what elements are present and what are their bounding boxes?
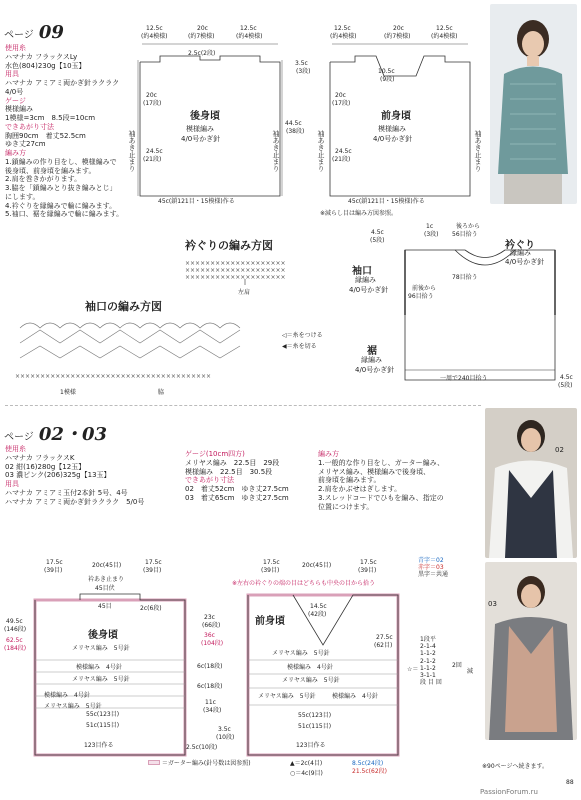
finish-d7: 4.5c bbox=[560, 374, 573, 381]
mat-head-size: できあがり寸法 bbox=[5, 122, 54, 131]
f09-top1b: (約4模様) bbox=[330, 33, 357, 40]
b23-title: 後身頃 bbox=[88, 630, 118, 641]
photo-02-label: 02 bbox=[555, 446, 564, 454]
mid-bb: (104段) bbox=[201, 640, 224, 647]
dec-row: 段 目 回 bbox=[420, 679, 442, 687]
b23-left2b: (184段) bbox=[4, 645, 27, 652]
finish-hem: 裾 bbox=[367, 346, 377, 357]
dec-mark: 減 bbox=[467, 668, 474, 675]
f23-title: 前身頃 bbox=[255, 616, 285, 627]
mat-line: 3.脇を「鎖編みとり抜き編みとじ」 bbox=[5, 184, 117, 192]
color-key bbox=[418, 557, 448, 579]
mid-c: 6c(18段) bbox=[197, 663, 223, 670]
f23-row2: 模様編み 4号針 bbox=[287, 664, 333, 671]
legend-circ: ○＝4c(9目) bbox=[290, 770, 323, 777]
b09-hook: 4/0号かぎ針 bbox=[181, 135, 221, 143]
f09-top3b: (約4模様) bbox=[431, 33, 458, 40]
b09-right-len2: (38段) bbox=[286, 128, 305, 135]
mid-d: 6c(18段) bbox=[197, 683, 223, 690]
gauge-cell: 22.5目 bbox=[220, 467, 243, 476]
legend-attach-text: ＝糸をつける bbox=[286, 332, 323, 339]
finish-d2: 後ろから bbox=[456, 223, 481, 230]
f09-top2: 20c bbox=[393, 25, 404, 32]
finish-d7b: (5段) bbox=[558, 382, 573, 389]
mat-line: ゆき丈27cm bbox=[5, 140, 46, 149]
gauge-cell: メリヤス編み bbox=[185, 458, 227, 467]
f09-top2b: (約7模様) bbox=[384, 33, 411, 40]
mat-line: 03 濃ピンク(206)325g【13玉】 bbox=[5, 471, 111, 480]
svg-text:××××××××××××××××××××××××××××××: ××××××××××××××××××××××××××××××××××××××× bbox=[15, 373, 212, 380]
f09-left-b2: (21段) bbox=[332, 156, 351, 163]
mat-line: 胸囲90cm 着丈52.5cm bbox=[5, 131, 86, 140]
b23-d1: 17.5c bbox=[46, 559, 63, 566]
mid-fb: (10段) bbox=[216, 734, 235, 741]
b23-2c: 2c(6段) bbox=[140, 605, 162, 612]
method-line: 2.肩をかぶせはぎします。 bbox=[318, 485, 402, 493]
neck-diag-label: 左肩 bbox=[238, 289, 251, 296]
f23-r55: 55c(123目) bbox=[298, 712, 332, 719]
size-cell: 02 bbox=[185, 485, 194, 493]
mat-line: 4/0号 bbox=[5, 87, 24, 96]
b23-45: 45目 bbox=[98, 603, 112, 610]
color-key-02: 青字＝02 bbox=[418, 557, 444, 564]
gauge-sizes-0203 bbox=[185, 450, 289, 503]
svg-text:××××××××××××××××××××: ×××××××××××××××××××× bbox=[185, 260, 286, 267]
b23-row3: メリヤス編み 5号針 bbox=[72, 676, 130, 683]
page-number-09: 09 bbox=[38, 22, 64, 43]
mat-head-tools: 用具 bbox=[5, 70, 19, 79]
f09-note: ※減らし目は編み方図参照。 bbox=[320, 210, 398, 217]
b23-r51: 51c(115目) bbox=[86, 722, 120, 729]
f09-left-b: 24.5c bbox=[335, 148, 352, 155]
f09-title: 前身頃 bbox=[381, 111, 411, 122]
neck-stitch-chart bbox=[185, 257, 295, 287]
mat-line: ハマナカ アミアミ玉付2本針 5号、4号 bbox=[5, 488, 128, 497]
method-line: 3.スレッドコードでひもを編み、指定の bbox=[318, 493, 444, 502]
b09-sleeve-note-left: 袖あき止まり bbox=[128, 130, 136, 172]
finish-d6: 一周で240目拾う bbox=[440, 375, 488, 382]
page-number-0203: 02・03 bbox=[38, 424, 108, 445]
mid-ab: (66段) bbox=[202, 622, 221, 629]
legend-garter-text: ＝ガーター編み(針号数は図参照) bbox=[161, 760, 251, 767]
f23-d1b: (39目) bbox=[261, 567, 280, 574]
f23-row3: メリヤス編み 5号針 bbox=[282, 677, 340, 684]
neck-diagram-title: 衿ぐりの編み方図 bbox=[185, 239, 273, 252]
b09-bottom: 45c(鎖121目・15模様)作る bbox=[158, 198, 235, 205]
finish-collar: 衿ぐり bbox=[505, 240, 535, 251]
f09-bottom: 45c(鎖121目・15模様)作る bbox=[348, 198, 425, 205]
m23-head-tools: 用具 bbox=[5, 480, 19, 488]
mat-line: 模様編み bbox=[5, 105, 33, 114]
mat-line: 2.肩を巻きかがります。 bbox=[5, 175, 82, 184]
b09-sleeve-note-right: 袖あき止まり bbox=[272, 130, 280, 172]
ref-note: ※90ページへ続きます。 bbox=[482, 763, 549, 770]
svg-text:××××××××××××××××××××: ×××××××××××××××××××× bbox=[185, 267, 286, 274]
b23-r55: 55c(123目) bbox=[86, 711, 120, 718]
b23-row5: メリヤス編み 5号針 bbox=[44, 703, 102, 710]
mat-line: 4.衿ぐりを縁編みで輪に編みます。 bbox=[5, 201, 117, 210]
b09-top2b: (約7模様) bbox=[188, 33, 215, 40]
f09-left-a: 20c bbox=[335, 92, 346, 99]
finish-cuff-h: 4/0号かぎ針 bbox=[349, 286, 389, 294]
b23-d3b: (39目) bbox=[143, 567, 162, 574]
b23-row4: 模様編み 4号針 bbox=[44, 692, 90, 699]
color-key-common: 黒字＝共通 bbox=[418, 571, 449, 579]
finish-d4: 前後から bbox=[412, 285, 437, 292]
dec-row: 1-1-2 bbox=[420, 664, 436, 672]
gauge-cell: 模様編み bbox=[185, 467, 213, 476]
size-cell: 03 bbox=[185, 493, 194, 502]
mid-g: 2.5c(10段) bbox=[186, 744, 218, 751]
b23-r123: 123目作る bbox=[84, 742, 114, 749]
model-photo-09 bbox=[490, 4, 577, 204]
f09-top1: 12.5c bbox=[334, 25, 351, 32]
finish-schematic bbox=[385, 230, 575, 390]
b09-side-a2: (3段) bbox=[296, 68, 311, 75]
f23-d3b: (39目) bbox=[358, 567, 377, 574]
dec-row: 3-1-1 bbox=[420, 671, 436, 679]
gauge-row bbox=[185, 468, 289, 477]
b09-top2: 20c bbox=[197, 25, 208, 32]
f09-neck: 10.5c bbox=[378, 68, 395, 75]
mat-line: 5.袖口、裾を縁編みで輪に編みます。 bbox=[5, 210, 124, 219]
finish-d1b: (3段) bbox=[424, 231, 439, 238]
garter-swatch bbox=[148, 760, 160, 765]
gauge-cell: 29段 bbox=[263, 458, 280, 467]
legend-attach: ◁＝糸をつける bbox=[282, 332, 323, 339]
sleeve-diagram-title: 袖口の編み方図 bbox=[85, 300, 162, 313]
b09-title: 後身頃 bbox=[190, 111, 220, 122]
b09-left-a: 20c bbox=[146, 92, 157, 99]
b23-left1b: (146段) bbox=[4, 626, 27, 633]
f23-row1: メリヤス編み 5号針 bbox=[272, 650, 330, 657]
section-divider bbox=[5, 405, 481, 406]
page-label: ページ bbox=[4, 30, 34, 41]
legend-v2: 21.5c(62段) bbox=[352, 768, 387, 775]
size-cell: ゆき丈27.5cm bbox=[241, 493, 289, 502]
color-key-03: 赤字＝03 bbox=[418, 564, 444, 572]
method-head: 編み方 bbox=[318, 450, 339, 458]
mat-line: ハマナカ アミアミ両かぎ針ラクラク bbox=[5, 79, 120, 87]
gauge-row bbox=[185, 459, 289, 468]
finish-d1: 1c bbox=[426, 223, 434, 230]
b23-row1: メリヤス編み 5号針 bbox=[72, 645, 130, 652]
size-row bbox=[185, 485, 289, 494]
mat-line: 1.鎖編みの作り目をし、模様編みで bbox=[5, 157, 117, 166]
f23-r51: 51c(115目) bbox=[298, 723, 332, 730]
f09-top3: 12.5c bbox=[436, 25, 453, 32]
mid-a: 23c bbox=[204, 614, 215, 621]
legend-v1: 8.5c(24段) bbox=[352, 760, 384, 767]
f23-n2: 27.5c bbox=[376, 634, 393, 641]
section-09-header bbox=[4, 22, 64, 43]
method-line: 1.一般的な作り目をし、ガーター編み、 bbox=[318, 458, 445, 467]
finish-collar-h: 4/0号かぎ針 bbox=[505, 258, 545, 266]
site-watermark: PassionForum.ru bbox=[480, 788, 538, 796]
f23-n2b: (62目) bbox=[374, 642, 393, 649]
finish-hem-h: 4/0号かぎ針 bbox=[355, 366, 395, 374]
mat-line: ハマナカ フラックスLy bbox=[5, 52, 78, 61]
b23-row2: 模様編み 4号針 bbox=[76, 664, 122, 671]
f23-n1b: (42段) bbox=[308, 611, 327, 618]
b09-right-len: 44.5c bbox=[285, 120, 302, 127]
mat-line: 水色(804)230g【10玉】 bbox=[5, 61, 86, 70]
dec-row: 1段平 bbox=[420, 636, 436, 643]
f09-left-a2: (17段) bbox=[332, 100, 351, 107]
b09-top3: 12.5c bbox=[240, 25, 257, 32]
finish-cuff: 袖口 bbox=[352, 266, 372, 277]
decrease-table bbox=[420, 636, 442, 686]
b23-left2: 62.5c bbox=[6, 637, 23, 644]
legend-cut: ◀＝糸を切る bbox=[282, 343, 317, 350]
b09-shoulder: 2.5c(2段) bbox=[188, 50, 216, 57]
method-line: 位置につけます。 bbox=[318, 502, 374, 511]
mat-line: ハマナカ フラックスK bbox=[5, 453, 75, 462]
size-head: できあがり寸法 bbox=[185, 476, 234, 485]
mat-line: 後身頃、前身頃を編みます。 bbox=[5, 166, 96, 175]
mat-head-yarn: 使用糸 bbox=[5, 44, 26, 52]
section-0203-header bbox=[4, 420, 107, 446]
b09-left-a2: (17段) bbox=[143, 100, 162, 107]
f09-pattern: 模様編み bbox=[378, 125, 406, 133]
f23-d1: 17.5c bbox=[263, 559, 280, 566]
b09-top3b: (約4模様) bbox=[236, 33, 263, 40]
b23-left1: 49.5c bbox=[6, 618, 23, 625]
f23-row4b: 模様編み 4号針 bbox=[332, 693, 378, 700]
f09-sleeve-note-right: 袖あき止まり bbox=[474, 130, 482, 172]
f23-n1: 14.5c bbox=[310, 603, 327, 610]
b23-d1b: (39目) bbox=[44, 567, 63, 574]
method-line: 前身頃を編みます。 bbox=[318, 476, 381, 485]
page-label-0203: ページ bbox=[4, 432, 34, 443]
size-cell: 着丈65cm bbox=[200, 493, 235, 502]
mat-line: 02 紺(16)280g【12玉】 bbox=[5, 462, 86, 471]
b23-stop: 衿あき止まり bbox=[88, 576, 125, 583]
photo-03-label: 03 bbox=[488, 600, 497, 608]
legend-tri: ▲＝2c(4目) bbox=[290, 760, 323, 767]
sleeve-repeat: 1模様 bbox=[60, 389, 76, 396]
dec-row: 2-1-2 bbox=[420, 657, 436, 665]
materials-09 bbox=[5, 44, 125, 219]
mat-line: 1模様=3cm 8.5段=10cm bbox=[5, 114, 96, 122]
b23-stop2: 45目伏 bbox=[95, 585, 115, 592]
mid-e: 11c bbox=[205, 699, 216, 706]
size-cell: ゆき丈27.5cm bbox=[241, 485, 289, 493]
finish-hem-p: 縁編み bbox=[361, 356, 382, 364]
f09-hook: 4/0号かぎ針 bbox=[373, 135, 413, 143]
sleeve-stitch-chart bbox=[15, 318, 260, 388]
mat-head-gauge: ゲージ bbox=[5, 96, 26, 105]
b23-d3: 17.5c bbox=[145, 559, 162, 566]
legend-cut-text: ＝糸を切る bbox=[286, 343, 317, 350]
f09-sleeve-note-left: 袖あき止まり bbox=[317, 130, 325, 172]
f23-note: ※左右の衿ぐりの端の目はどちらも中央の目から拾う bbox=[232, 580, 376, 587]
dec-row: 2-1-4 bbox=[420, 643, 436, 651]
finish-d5: 4.5c bbox=[371, 229, 384, 236]
mat-line: にします。 bbox=[5, 192, 40, 201]
finish-d2b: 56目拾う bbox=[452, 231, 478, 238]
gauge-cell: 30.5段 bbox=[249, 467, 273, 476]
gauge-head: ゲージ(10cm四方) bbox=[185, 450, 245, 458]
legend-garter bbox=[148, 760, 251, 767]
mid-f: 3.5c bbox=[218, 726, 231, 733]
b09-top1b: (約4模様) bbox=[141, 33, 168, 40]
dec-star: ☆＝ bbox=[407, 666, 419, 673]
mat-line: ハマナカ アミアミ両かぎ針ラクラク 5/0号 bbox=[5, 497, 145, 506]
finish-cuff-p: 縁編み bbox=[355, 276, 376, 284]
gauge-cell: 22.5目 bbox=[233, 458, 257, 467]
mid-b: 36c bbox=[204, 632, 215, 639]
dec-side: 2回 bbox=[452, 662, 462, 669]
model-photo-02 bbox=[485, 408, 577, 558]
b09-side-a: 3.5c bbox=[295, 60, 308, 67]
m23-head-yarn: 使用糸 bbox=[5, 445, 26, 453]
materials-0203 bbox=[5, 445, 144, 506]
svg-text:××××××××××××××××××××: ×××××××××××××××××××× bbox=[185, 274, 286, 281]
b09-left-b: 24.5c bbox=[146, 148, 163, 155]
mat-head-method: 編み方 bbox=[5, 149, 26, 157]
b09-top1: 12.5c bbox=[146, 25, 163, 32]
mid-eb: (34段) bbox=[203, 707, 222, 714]
f23-r123: 123目作る bbox=[296, 742, 326, 749]
finish-collar-p: 縁編み bbox=[510, 249, 531, 257]
size-row bbox=[185, 494, 289, 503]
size-cell: 着丈52cm bbox=[200, 485, 235, 493]
b09-pattern: 模様編み bbox=[186, 125, 214, 133]
page-number: 88 bbox=[566, 779, 574, 786]
b09-left-b2: (21段) bbox=[143, 156, 162, 163]
f23-d3: 17.5c bbox=[360, 559, 377, 566]
finish-d3: 78目拾う bbox=[452, 274, 478, 281]
method-line: メリヤス編み、模様編みで後身頃、 bbox=[318, 467, 431, 476]
f09-neck2: (9段) bbox=[380, 76, 395, 83]
b23-d2: 20c(45目) bbox=[92, 562, 122, 569]
f23-d2: 20c(45目) bbox=[302, 562, 332, 569]
finish-d4b: 96目拾う bbox=[408, 293, 434, 300]
f23-row4: メリヤス編み 5号針 bbox=[258, 693, 316, 700]
dec-row: 1-1-2 bbox=[420, 650, 436, 658]
model-photo-03 bbox=[485, 562, 577, 740]
sleeve-side: 脇 bbox=[158, 389, 165, 396]
method-0203 bbox=[318, 450, 444, 511]
finish-d5b: (5段) bbox=[370, 237, 385, 244]
